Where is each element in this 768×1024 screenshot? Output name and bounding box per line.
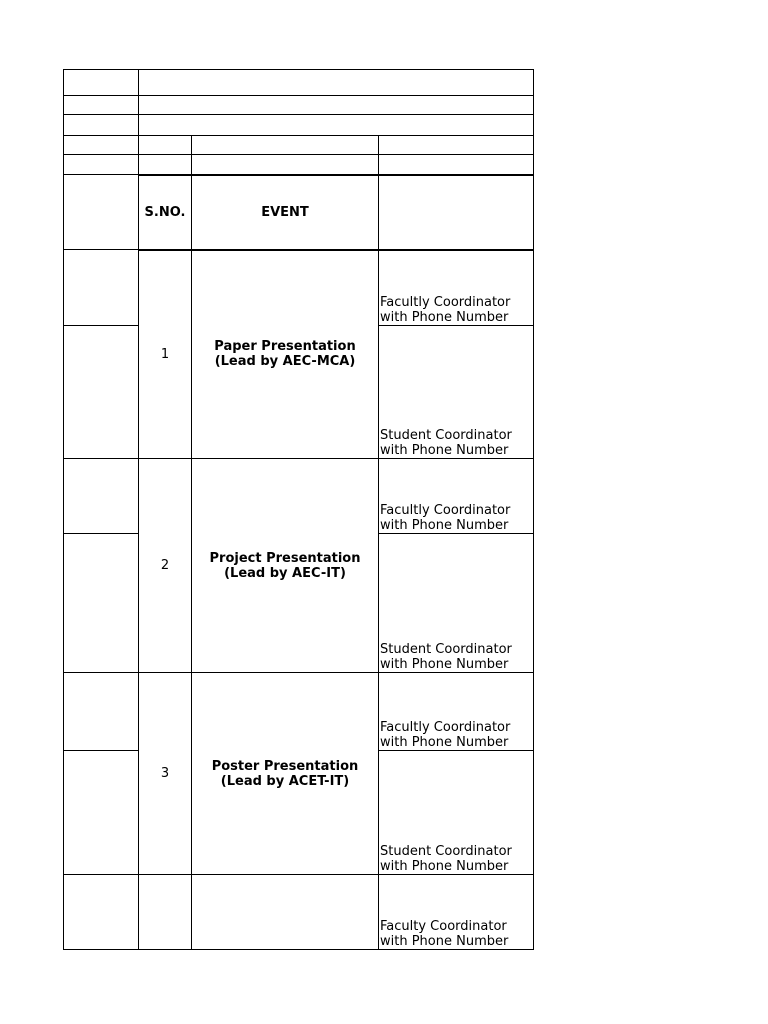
event-3-left-bottom[interactable]	[64, 751, 139, 875]
sno-header: S.NO.	[139, 175, 192, 250]
cell-c5[interactable]	[192, 155, 379, 175]
event-3-left-top[interactable]	[64, 673, 139, 751]
event-2-student-line2: with Phone Number	[380, 657, 509, 672]
event-3-student-line1: Student Coordinator	[380, 844, 512, 859]
event-3-name-line2: (Lead by ACET-IT)	[220, 773, 350, 789]
event-4-faculty-line1: Faculty Coordinator	[380, 919, 507, 934]
cell-c4[interactable]	[192, 136, 379, 155]
cell-a2[interactable]	[64, 96, 139, 115]
cell-a6[interactable]	[64, 175, 139, 250]
cell-d4[interactable]	[379, 136, 534, 155]
event-2-name-line2: (Lead by AEC-IT)	[224, 565, 346, 581]
event-1-faculty-line1: Facultly Coordinator	[380, 295, 511, 310]
event-1-student-coordinator[interactable]	[379, 326, 534, 459]
cell-a1[interactable]	[64, 70, 139, 96]
event-4-left-top[interactable]	[64, 875, 139, 950]
event-1-faculty-line2: with Phone Number	[380, 310, 509, 325]
event-1-name-line2: (Lead by AEC-MCA)	[214, 354, 356, 370]
event-1-faculty-coordinator[interactable]	[379, 250, 534, 326]
event-2-faculty-line2: with Phone Number	[380, 518, 509, 533]
event-4-faculty-coordinator[interactable]	[379, 875, 534, 950]
event-1-left-bottom[interactable]	[64, 326, 139, 459]
event-2-name	[192, 459, 379, 673]
event-2-sno: 2	[139, 459, 192, 673]
event-coordinator-sheet	[63, 69, 534, 950]
cell-a5[interactable]	[64, 155, 139, 175]
event-2-left-top[interactable]	[64, 459, 139, 534]
event-2-faculty-line1: Facultly Coordinator	[380, 503, 511, 518]
event-4-name[interactable]	[192, 875, 379, 950]
event-3-faculty-line2: with Phone Number	[380, 735, 509, 750]
event-1-name	[192, 250, 379, 459]
event-3-faculty-coordinator[interactable]	[379, 673, 534, 751]
event-4-sno[interactable]	[139, 875, 192, 950]
event-1-student-line1: Student Coordinator	[380, 428, 512, 443]
event-3-name-line1: Poster Presentation	[211, 758, 359, 774]
event-3-student-line2: with Phone Number	[380, 859, 509, 874]
event-3-name	[192, 673, 379, 875]
event-2-name-line1: Project Presentation	[209, 550, 361, 566]
event-1-student-line2: with Phone Number	[380, 443, 509, 458]
event-2-student-coordinator[interactable]	[379, 534, 534, 673]
cell-b5[interactable]	[139, 155, 192, 175]
subtitle-cell-2[interactable]	[139, 115, 534, 136]
cell-a3[interactable]	[64, 115, 139, 136]
event-3-sno: 3	[139, 673, 192, 875]
event-header: EVENT	[192, 175, 379, 250]
event-2-faculty-coordinator[interactable]	[379, 459, 534, 534]
event-2-left-bottom[interactable]	[64, 534, 139, 673]
cell-b4[interactable]	[139, 136, 192, 155]
event-1-sno: 1	[139, 250, 192, 459]
subtitle-cell[interactable]	[139, 96, 534, 115]
cell-d5[interactable]	[379, 155, 534, 175]
event-4-faculty-line2: with Phone Number	[380, 934, 509, 949]
event-1-left-top[interactable]	[64, 250, 139, 326]
event-2-student-line1: Student Coordinator	[380, 642, 512, 657]
coordinator-header[interactable]	[379, 175, 534, 250]
title-cell[interactable]	[139, 70, 534, 96]
event-3-student-coordinator[interactable]	[379, 751, 534, 875]
event-1-name-line1: Paper Presentation	[214, 339, 356, 355]
cell-a4[interactable]	[64, 136, 139, 155]
event-3-faculty-line1: Facultly Coordinator	[380, 720, 511, 735]
